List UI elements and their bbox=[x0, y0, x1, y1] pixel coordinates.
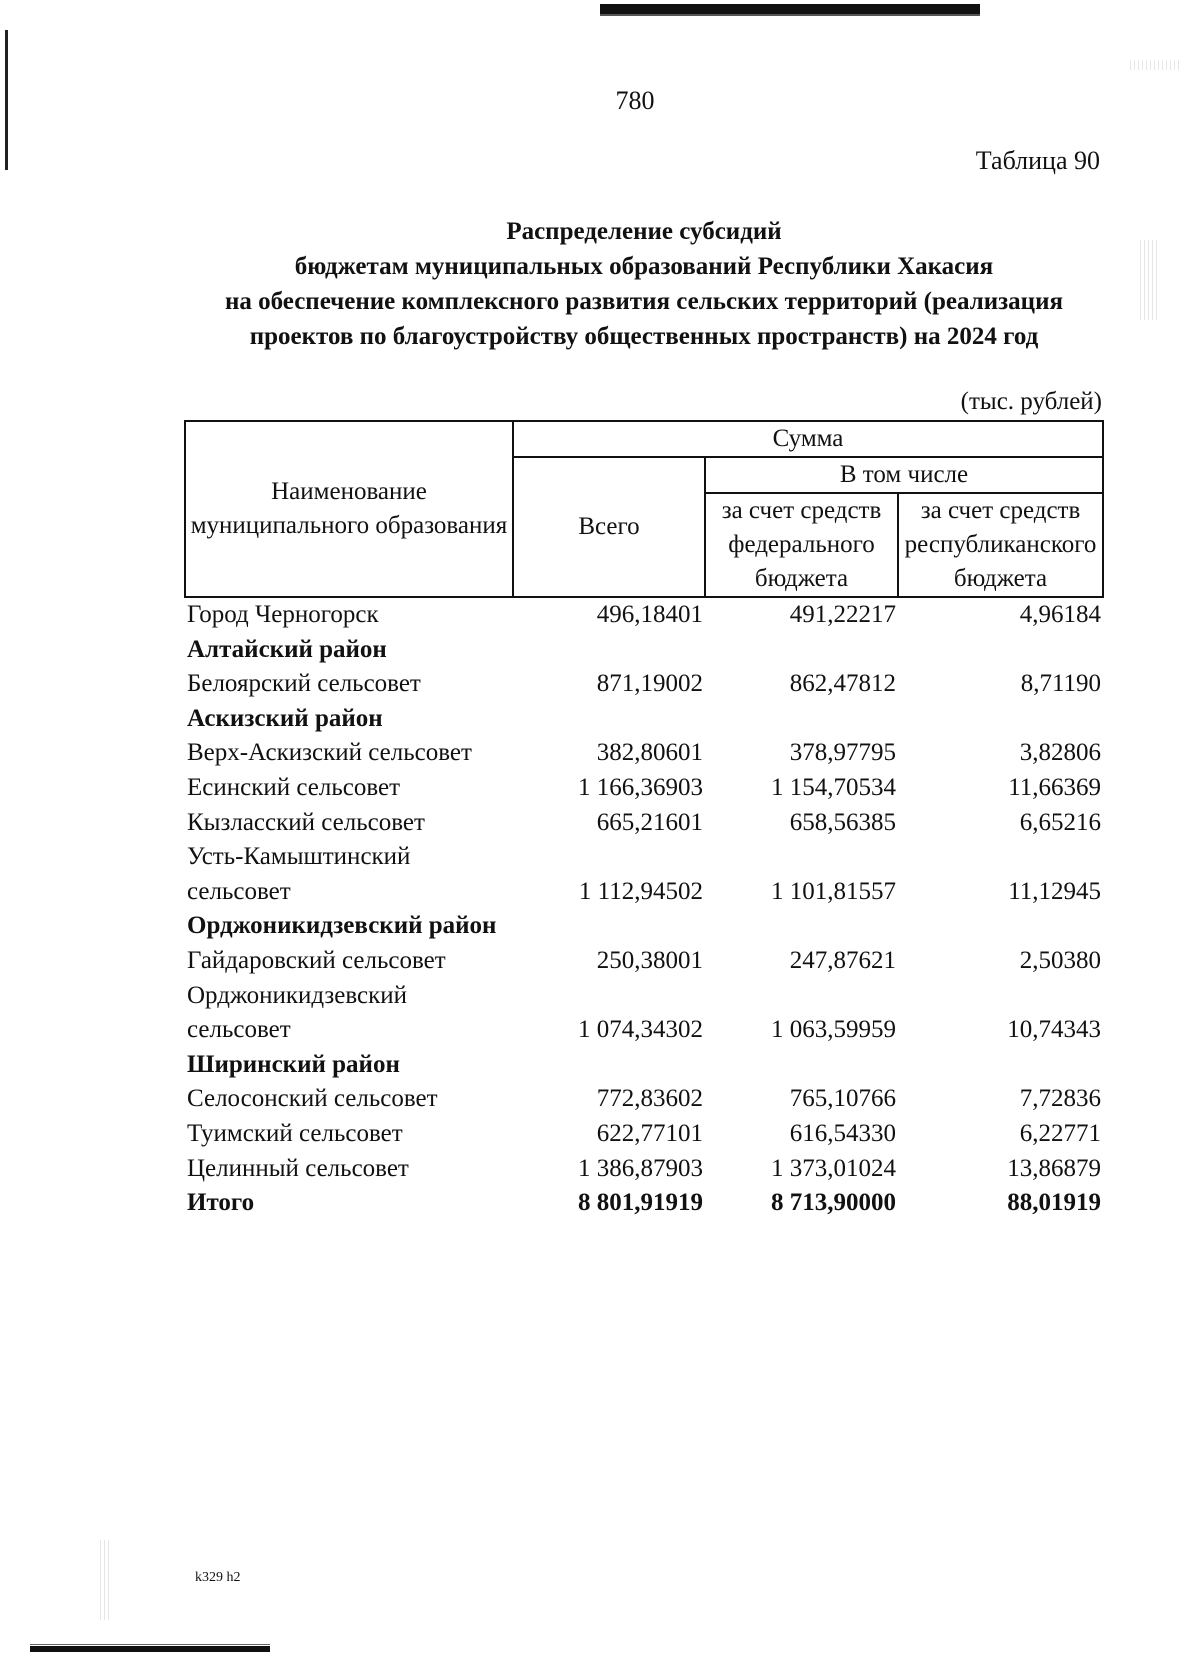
cell-name: Орджоникидзевский сельсовет bbox=[187, 981, 408, 1044]
header-federal: за счет средств федерального бюджета bbox=[705, 493, 898, 597]
table-row bbox=[185, 667, 1103, 702]
cell-federal: 616,54330 bbox=[789, 1119, 896, 1147]
cell-republic: 7,72836 bbox=[1019, 1085, 1102, 1113]
cell-federal: 491,22217 bbox=[789, 601, 896, 628]
cell-name: Итого bbox=[187, 1189, 255, 1217]
table-row bbox=[185, 1152, 1103, 1187]
cell-name: Верх-Аскизский сельсовет bbox=[187, 739, 472, 767]
cell-total: 1 386,87903 bbox=[578, 1154, 703, 1182]
cell-total: 250,38001 bbox=[596, 946, 703, 974]
table-label: Таблица 90 bbox=[975, 146, 1100, 175]
units-label: (тыс. рублей) bbox=[960, 388, 1102, 415]
page-number: 780 bbox=[615, 86, 655, 115]
cell-federal bbox=[705, 633, 898, 668]
cell-total bbox=[513, 702, 705, 737]
cell-republic: 8,71190 bbox=[1020, 670, 1102, 698]
cell-name: Город Черногорск bbox=[187, 601, 379, 628]
cell-republic: 88,01919 bbox=[1007, 1189, 1102, 1217]
subsidy-table bbox=[184, 420, 1104, 1221]
table-row bbox=[185, 736, 1103, 771]
header-including: В том числе bbox=[705, 457, 1103, 493]
table-row bbox=[185, 597, 1103, 633]
cell-federal bbox=[705, 1048, 898, 1083]
cell-name: Селосонский сельсовет bbox=[187, 1085, 438, 1113]
cell-federal bbox=[705, 909, 898, 944]
cell-total bbox=[513, 633, 705, 668]
table-row-total bbox=[185, 1186, 1103, 1221]
table-row bbox=[185, 979, 1103, 1048]
cell-federal: 1 063,59959 bbox=[771, 1016, 896, 1044]
scan-noise bbox=[1140, 240, 1160, 320]
cell-republic: 2,50380 bbox=[1019, 946, 1102, 974]
table-row-group bbox=[185, 909, 1103, 944]
title-line: Распределение субсидий bbox=[506, 218, 782, 245]
cell-total: 1 074,34302 bbox=[578, 1016, 703, 1044]
header-total: Всего bbox=[513, 457, 705, 597]
cell-republic: 11,66369 bbox=[1008, 773, 1102, 801]
cell-republic bbox=[898, 633, 1103, 668]
cell-federal: 658,56385 bbox=[789, 808, 896, 836]
cell-total: 496,18401 bbox=[596, 601, 703, 628]
table-row-group bbox=[185, 633, 1103, 668]
cell-republic bbox=[898, 1048, 1103, 1083]
table-row bbox=[185, 1082, 1103, 1117]
table-row bbox=[185, 771, 1103, 806]
table-row-group bbox=[185, 702, 1103, 737]
header-name: Наименование муниципального образования bbox=[185, 421, 513, 597]
scan-edge-line-bottom bbox=[30, 1644, 270, 1645]
cell-republic bbox=[898, 909, 1103, 944]
cell-total: 622,77101 bbox=[596, 1119, 703, 1147]
cell-name: Орджоникидзевский район bbox=[187, 912, 497, 940]
cell-name: Кызласский сельсовет bbox=[187, 808, 425, 836]
scan-edge-bar bbox=[600, 4, 980, 14]
cell-republic: 6,65216 bbox=[1019, 808, 1102, 836]
cell-name: Ширинский район bbox=[187, 1050, 400, 1078]
title-line: проектов по благоустройству общественных пространств) на 2024 год bbox=[249, 323, 1039, 350]
cell-republic: 6,22771 bbox=[1019, 1119, 1102, 1147]
header-republic: за счет средств республиканского бюджета bbox=[898, 493, 1103, 597]
cell-name: Белоярский сельсовет bbox=[187, 670, 421, 698]
table-row bbox=[185, 1117, 1103, 1152]
cell-republic: 11,12945 bbox=[1008, 877, 1102, 905]
header-sum: Сумма bbox=[513, 421, 1103, 457]
cell-federal: 765,10766 bbox=[789, 1085, 896, 1113]
cell-federal bbox=[705, 702, 898, 737]
document-title bbox=[184, 214, 1104, 354]
cell-total: 665,21601 bbox=[596, 808, 703, 836]
cell-republic: 4,96184 bbox=[1019, 601, 1102, 628]
cell-total: 382,80601 bbox=[596, 739, 703, 767]
cell-republic bbox=[898, 702, 1103, 737]
table-row-group bbox=[185, 1048, 1103, 1083]
cell-total: 1 112,94502 bbox=[578, 877, 703, 905]
cell-name: Целинный сельсовет bbox=[187, 1154, 409, 1182]
table-row bbox=[185, 806, 1103, 841]
table-row bbox=[185, 840, 1103, 909]
cell-name: Алтайский район bbox=[187, 635, 387, 663]
title-line: бюджетам муниципальных образований Республики Хакасия bbox=[294, 253, 994, 280]
cell-name: Гайдаровский сельсовет bbox=[187, 946, 446, 974]
cell-federal: 247,87621 bbox=[789, 946, 896, 974]
cell-name: Аскизский район bbox=[187, 704, 383, 732]
table-row bbox=[185, 944, 1103, 979]
cell-total bbox=[513, 1048, 705, 1083]
cell-total: 871,19002 bbox=[596, 670, 703, 698]
cell-name: Усть-Камыштинский сельсовет bbox=[187, 843, 411, 905]
cell-name: Туимский сельсовет bbox=[187, 1119, 403, 1147]
cell-federal: 378,97795 bbox=[789, 739, 896, 767]
cell-total: 1 166,36903 bbox=[578, 773, 703, 801]
cell-federal: 1 373,01024 bbox=[771, 1154, 896, 1182]
footer-code: k329 h2 bbox=[195, 1570, 241, 1585]
cell-total: 8 801,91919 bbox=[578, 1189, 703, 1217]
table-body bbox=[185, 597, 1103, 1221]
cell-federal: 8 713,90000 bbox=[771, 1189, 896, 1217]
cell-republic: 13,86879 bbox=[1007, 1154, 1102, 1182]
scan-noise bbox=[1130, 60, 1180, 70]
cell-federal: 862,47812 bbox=[789, 670, 896, 698]
cell-name: Есинский сельсовет bbox=[187, 773, 401, 801]
table-header bbox=[185, 421, 1103, 597]
title-line: на обеспечение комплексного развития сельских территорий (реализация bbox=[224, 288, 1064, 315]
cell-republic: 3,82806 bbox=[1019, 739, 1102, 767]
scan-noise bbox=[100, 1540, 112, 1620]
scan-edge-line bbox=[600, 14, 980, 16]
cell-federal: 1 101,81557 bbox=[771, 877, 896, 905]
cell-federal: 1 154,70534 bbox=[771, 773, 896, 801]
cell-republic: 10,74343 bbox=[1007, 1016, 1102, 1044]
cell-total: 772,83602 bbox=[596, 1085, 703, 1113]
cell-total bbox=[513, 909, 705, 944]
scan-edge-bar-bottom bbox=[30, 1646, 270, 1652]
